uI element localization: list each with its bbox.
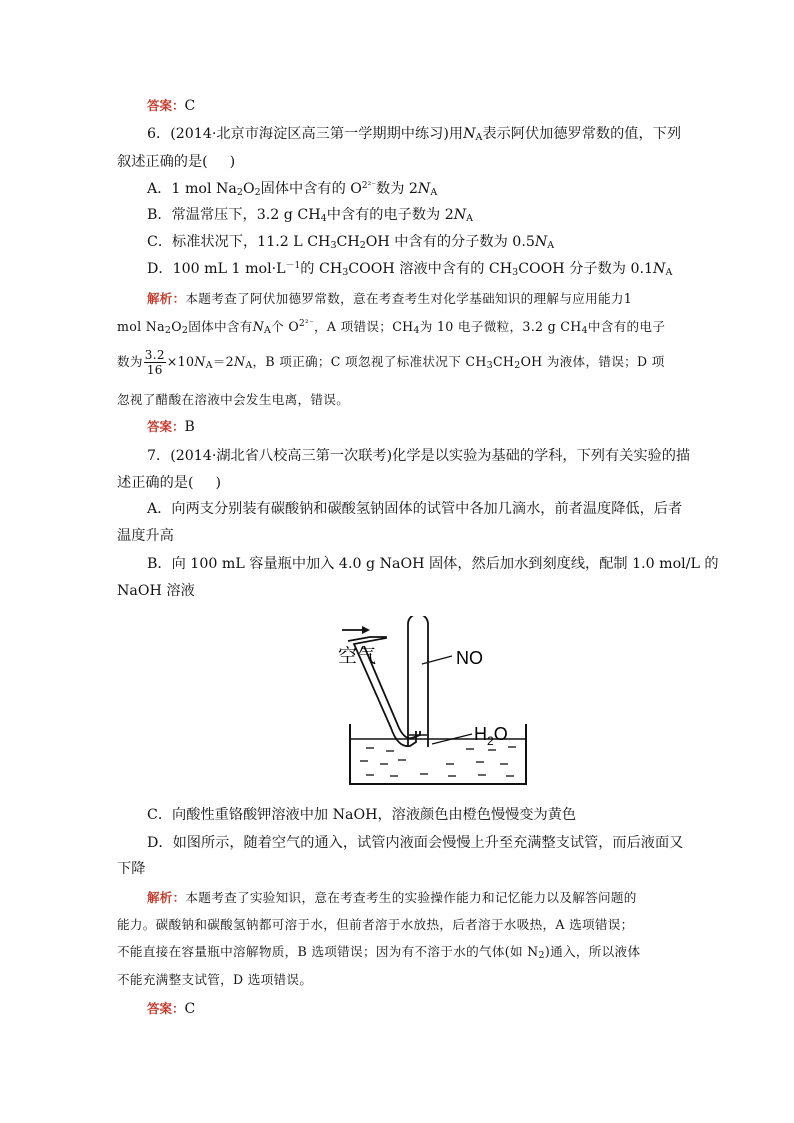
answer-value: B — [184, 419, 195, 435]
q6-analysis-line2: mol $Na_2O_2$固体中含有$N_A$个 $O^{2^{2-}}$，A 项错误；$CH_4$为 10 电子微粒，3.2 g $CH_4$中含有的电子 — [117, 319, 666, 336]
q7-option-b-line2: NaOH 溶液 — [117, 583, 195, 599]
no-label: NO — [456, 648, 483, 668]
q5-answer — [147, 97, 195, 115]
q6-analysis-line1: 解析：本题考查了阿伏加德罗常数，意在考查考生对化学基础知识的理解与应用能力1 — [147, 291, 633, 306]
answer-value: C — [184, 98, 196, 114]
q6-source: (2014·北京市海淀区高三第一学期期中练习) — [170, 126, 449, 142]
q7-analysis-line3: 不能直接在容量瓶中溶解物质，B 选项错误；因为有不溶于水的气体(如 $N_2$)通入，所以液体 — [117, 944, 641, 961]
q6-stem-line1: 6．(2014·北京市海淀区高三第一学期期中练习)用$N_A$表示阿伏加德罗常数的值，下列 — [147, 126, 682, 143]
analysis-label: 解析： — [147, 890, 186, 905]
q7-stem-line2: 述正确的是( ) — [117, 475, 222, 491]
q7-answer — [147, 1000, 195, 1018]
q6-option-c: C．标准状况下，11.2 L $CH_3CH_2OH$ 中含有的分子数为 $0.5N_A$ — [147, 234, 555, 251]
q7-option-a-line1: A．向两支分别装有碳酸钠和碳酸氢钠固体的试管中各加几滴水，前者温度降低，后者 — [147, 501, 683, 517]
water-dashes — [360, 747, 516, 776]
q6-analysis-line3: 数为 $\frac{3.2}{16}$ $\times 10N_A=2N_A$，B 项正确；C 项忽视了标准状况下 $CH_3CH_2OH$ 为液体，错误；D 项 — [117, 348, 665, 377]
q6-option-b: B．常温常压下，3.2 g $CH_4$中含有的电子数为 $2N_A$ — [147, 207, 474, 224]
q6-answer — [147, 418, 195, 436]
q7-source: (2014·湖北省八校高三第一次联考) — [170, 448, 393, 464]
q6-stem-line2: 叙述正确的是( ) — [117, 154, 236, 170]
q7-option-b-line1: B．向 100 mL 容量瓶中加入 4.0 g NaOH 固体，然后加水到刻度线，配制 1.0 mol/L 的 — [147, 556, 719, 572]
analysis-label: 解析： — [147, 291, 186, 306]
test-tube — [408, 616, 428, 747]
answer-label: 答案： — [147, 1001, 185, 1016]
q7-analysis-line2: 能力。碳酸钠和碳酸氢钠都可溶于水，但前者溶于水放热，后者溶于水吸热，A 选项错误； — [117, 917, 634, 932]
air-flow-arrow — [342, 626, 370, 634]
apparatus-figure — [336, 616, 546, 791]
q7-analysis-line4: 不能充满整支试管，D 选项错误。 — [117, 972, 313, 987]
answer-label: 答案： — [147, 419, 185, 434]
q6-option-d: D．100 mL 1 $mol\cdot L^{-1}$的 $CH_3COOH$ 溶液中含有的 $CH_3COOH$ 分子数为 $0.1N_A$ — [147, 261, 673, 278]
fraction: $\frac{3.2}{16}$ — [144, 348, 165, 377]
q7-stem-line1: 7．(2014·湖北省八校高三第一次联考)化学是以实验为基础的学科，下列有关实验的描 — [147, 448, 691, 464]
q7-option-d-line2: 下降 — [117, 861, 146, 877]
q7-option-d-line1: D．如图所示，随着空气的通入，试管内液面会慢慢上升至充满整支试管，而后液面又 — [147, 835, 684, 851]
q7-analysis-line1: 解析：本题考查了实验知识，意在考查考生的实验操作能力和记忆能力以及解答问题的 — [147, 890, 637, 905]
air-label: 空气 — [338, 646, 377, 667]
no-pointer — [422, 656, 452, 664]
answer-label: 答案： — [147, 98, 185, 113]
answer-value: C — [184, 1001, 196, 1017]
h2o-label: $H_2O$ — [474, 724, 508, 748]
q7-option-c: C．向酸性重铬酸钾溶液中加 NaOH，溶液颜色由橙色慢慢变为黄色 — [147, 807, 577, 823]
q6-analysis-line4: 忽视了醋酸在溶液中会发生电离，错误。 — [117, 392, 350, 407]
q6-option-a: A．1 mol $Na_2O_2$固体中含有的 $O^{2^{2-}}$数为 $2N_A$ — [147, 181, 438, 198]
q7-option-a-line2: 温度升高 — [117, 528, 174, 544]
